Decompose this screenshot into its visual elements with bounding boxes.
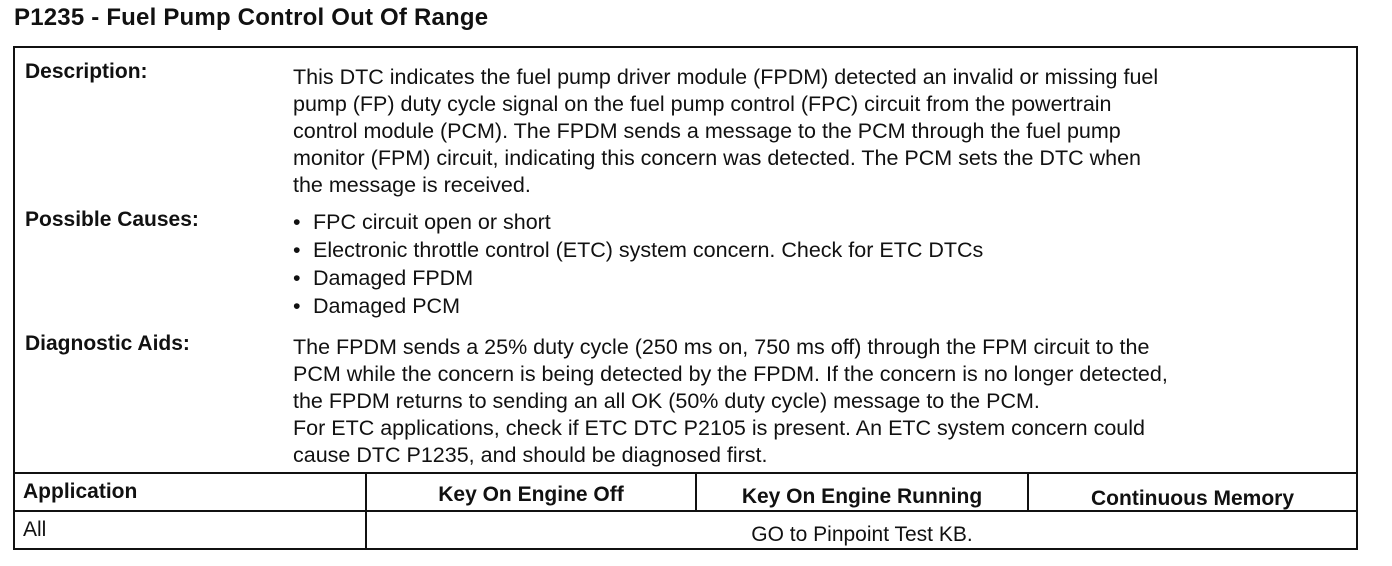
aids-line: The FPDM sends a 25% duty cycle (250 ms on, 750 ms off) through the FPM circuit to the [293,335,1150,359]
bullet-icon: • [293,238,301,262]
header-continuous-memory: Continuous Memory [1091,487,1294,510]
cause-text: Damaged PCM [313,294,460,318]
aids-line: PCM while the concern is being detected by the FPDM. If the concern is no longer detected, [293,362,1168,386]
pinpoint-test-instruction: GO to Pinpoint Test KB. [751,523,973,546]
bullet-icon: • [293,266,301,290]
aids-line: For ETC applications, check if ETC DTC P2105 is present. An ETC system concern could [293,416,1145,440]
table-divider [15,472,1356,474]
description-text [293,64,1353,199]
header-key-on-engine-running: Key On Engine Running [741,485,983,508]
aids-line: cause DTC P1235, and should be diagnosed first. [293,443,768,467]
dtc-table [13,46,1358,550]
description-line: the message is received. [293,173,531,197]
header-key-on-engine-off: Key On Engine Off [438,483,624,506]
cause-text: Damaged FPDM [313,266,474,290]
description-line: This DTC indicates the fuel pump driver module (FPDM) detected an invalid or missing fuel [293,65,1159,89]
possible-causes-label: Possible Causes: [25,208,199,231]
possible-causes-list [293,208,1353,320]
aids-line: the FPDM returns to sending an all OK (50% duty cycle) message to the PCM. [293,389,1040,413]
description-line: control module (PCM). The FPDM sends a message to the PCM through the fuel pump [293,119,1121,143]
description-label: Description: [25,60,148,83]
bullet-icon: • [293,210,301,234]
diagnostic-aids-text [293,334,1353,469]
application-value: All [23,518,47,541]
list-item [293,292,1353,320]
page-title: P1235 - Fuel Pump Control Out Of Range [14,4,489,31]
description-line: pump (FP) duty cycle signal on the fuel pump control (FPC) circuit from the powertrain [293,92,1112,116]
description-line: monitor (FPM) circuit, indicating this concern was detected. The PCM sets the DTC when [293,146,1141,170]
cause-text: Electronic throttle control (ETC) system concern. Check for ETC DTCs [313,238,984,262]
diagnostic-aids-label: Diagnostic Aids: [25,332,190,355]
list-item [293,208,1353,236]
bullet-icon: • [293,294,301,318]
cause-text: FPC circuit open or short [313,210,551,234]
header-application: Application [23,480,138,503]
list-item [293,264,1353,292]
list-item [293,236,1353,264]
